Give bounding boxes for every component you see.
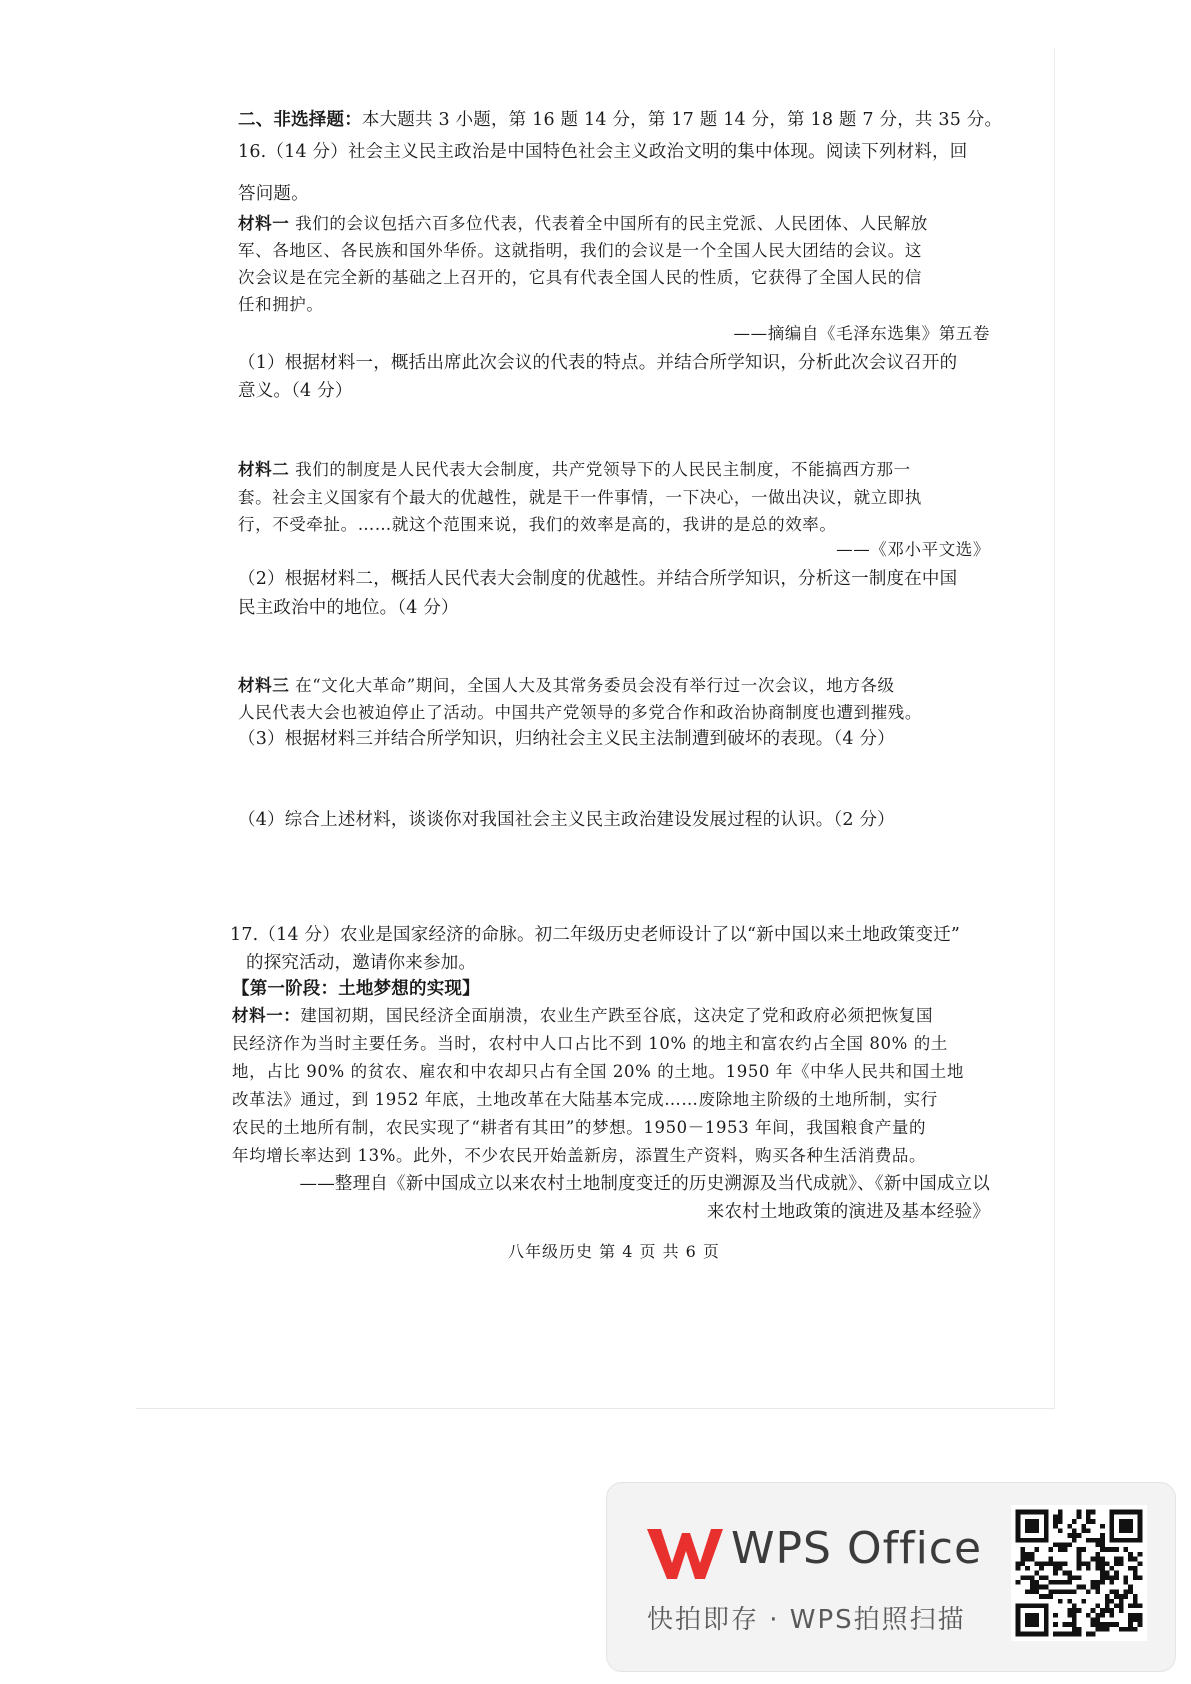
q16-material-2-line-3: 行，不受牵扯。……就这个范围来说，我们的效率是高的，我讲的是总的效率。 <box>238 515 837 534</box>
q16-sub1-line-2: 意义。（4 分） <box>238 381 353 401</box>
q16-sub2-line-1: （2）根据材料二，概括人民代表大会制度的优越性。并结合所学知识，分析这一制度在中国 <box>238 569 958 589</box>
q16-sub1-line-1: （1）根据材料一，概括出席此次会议的代表的特点。并结合所学知识，分析此次会议召开的 <box>238 353 958 373</box>
q17-stage-1: 【第一阶段：土地梦想的实现】 <box>232 979 480 999</box>
material-text: 我们的会议包括六百多位代表，代表着全中国所有的民主党派、人民团体、人民解放 <box>289 214 928 233</box>
page-footer: 八年级历史 第 4 页 共 6 页 <box>508 1242 720 1261</box>
q16-material-1-source: ——摘编自《毛泽东选集》第五卷 <box>733 324 990 343</box>
material-text: 建国初期，国民经济全面崩溃，农业生产跌至谷底，这决定了党和政府必须把恢复国 <box>300 1006 934 1025</box>
exam-page <box>136 48 1055 1409</box>
q17-stem-1: 17.（14 分）农业是国家经济的命脉。初二年级历史老师设计了以“新中国以来土地政策变迁” <box>230 925 961 945</box>
q16-material-3-line-2: 人民代表大会也被迫停止了活动。中国共产党领导的多党合作和政治协商制度也遭到摧残。 <box>238 703 922 722</box>
q16-sub3: （3）根据材料三并结合所学知识，归纳社会主义民主法制遭到破坏的表现。（4 分） <box>238 729 895 749</box>
section-desc: 本大题共 3 小题，第 16 题 14 分，第 17 题 14 分，第 18 题 7 分，共 35 分。 <box>361 110 1003 130</box>
q17-source-line-2: 来农村土地政策的演进及基本经验》 <box>706 1202 990 1222</box>
material-label: 材料一 <box>238 214 290 233</box>
q16-material-1-line-4: 任和拥护。 <box>238 295 324 314</box>
material-text: 在“文化大革命”期间，全国人大及其常务委员会没有举行过一次会议，地方各级 <box>289 676 895 695</box>
q16-material-1-line-2: 军、各地区、各民族和国外华侨。这就指明，我们的会议是一个全国人民大团结的会议。这 <box>238 241 922 260</box>
q16-material-2-line-2: 套。社会主义国家有个最大的优越性，就是干一件事情，一下决心，一做出决议，就立即执 <box>238 488 922 507</box>
q17-stem-2: 的探究活动，邀请你来参加。 <box>246 953 477 973</box>
q17-material-1-line-6: 年均增长率达到 13%。此外，不少农民开始盖新房，添置生产资料，购买各种生活消费品。 <box>232 1146 927 1165</box>
q16-material-2-source: ——《邓小平文选》 <box>836 540 990 559</box>
material-text: 我们的制度是人民代表大会制度，共产党领导下的人民民主制度，不能搞西方那一 <box>289 460 911 479</box>
wps-tagline: 快拍即存 · WPS拍照扫描 <box>647 1605 966 1635</box>
material-label: 材料二 <box>238 460 290 479</box>
q16-stem-1: 16.（14 分）社会主义民主政治是中国特色社会主义政治文明的集中体现。阅读下列材料，回 <box>238 142 968 162</box>
q16-material-3-line-1 <box>238 674 990 698</box>
qr-code-icon <box>1011 1505 1147 1641</box>
q17-material-1-line-1 <box>232 1004 984 1028</box>
q16-material-1-line-1 <box>238 212 990 236</box>
q16-sub2-line-2: 民主政治中的地位。（4 分） <box>238 598 459 618</box>
q16-material-2-line-1 <box>238 458 990 482</box>
wps-brand-text: WPS Office <box>731 1523 983 1574</box>
q17-material-1-line-4: 改革法》通过，到 1952 年底，土地改革在大陆基本完成……废除地主阶级的土地所制，实行 <box>232 1090 938 1109</box>
q17-material-1-line-3: 地，占比 90% 的贫农、雇农和中农却只占有全国 20% 的土地。1950 年《中华人民共和国土地 <box>232 1062 964 1081</box>
q16-stem-2: 答问题。 <box>238 184 309 204</box>
q17-material-1-line-5: 农民的土地所有制，农民实现了“耕者有其田”的梦想。1950－1953 年间，我国粮食产量的 <box>232 1118 927 1137</box>
material-label: 材料一： <box>232 1006 301 1025</box>
q17-material-1-line-2: 民经济作为当时主要任务。当时，农村中人口占比不到 10% 的地主和富农约占全国 80% 的土 <box>232 1034 948 1053</box>
q17-source-line-1: ——整理自《新中国成立以来农村土地制度变迁的历史溯源及当代成就》、《新中国成立以 <box>299 1174 990 1194</box>
material-label: 材料三 <box>238 676 290 695</box>
section-heading <box>238 108 1003 132</box>
q16-material-1-line-3: 次会议是在完全新的基础之上召开的，它具有代表全国人民的性质，它获得了全国人民的信 <box>238 268 922 287</box>
q16-sub4: （4）综合上述材料，谈谈你对我国社会主义民主政治建设发展过程的认识。（2 分） <box>238 810 895 830</box>
wps-watermark <box>606 1482 1176 1672</box>
section-title: 二、非选择题： <box>238 110 362 130</box>
wps-w-logo-icon <box>645 1525 725 1583</box>
